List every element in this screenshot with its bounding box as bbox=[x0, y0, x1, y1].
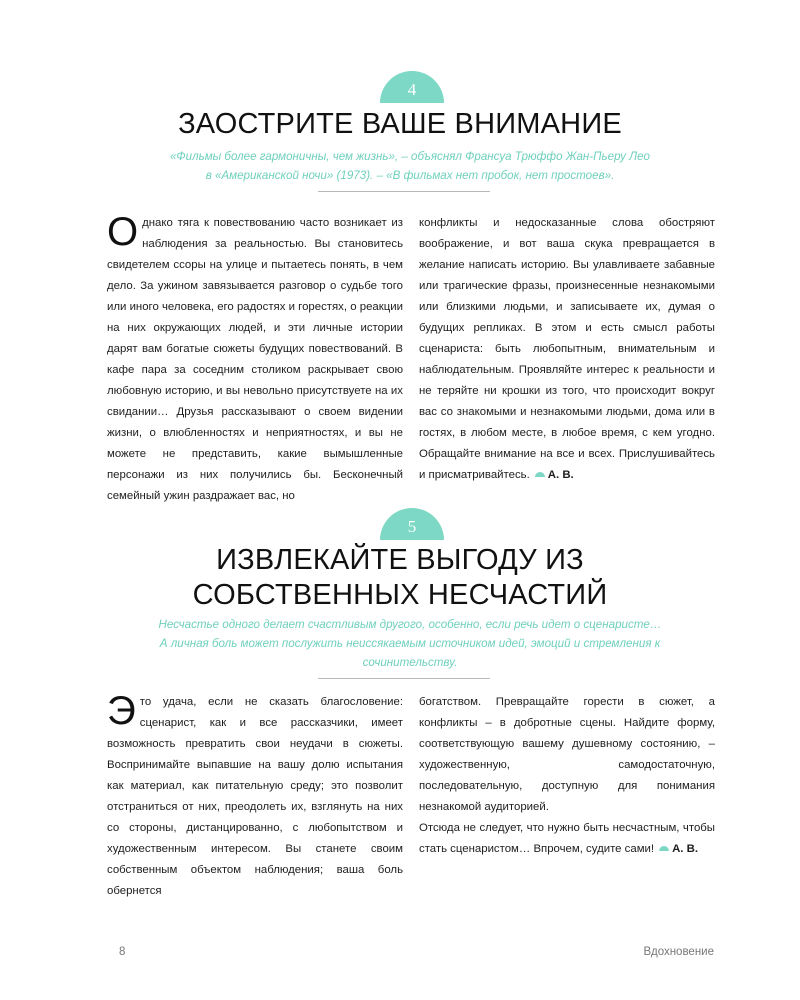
section-title bbox=[0, 543, 800, 613]
section-divider bbox=[318, 191, 490, 192]
section-number-badge: 4 bbox=[380, 71, 444, 103]
section-title-line: СОБСТВЕННЫХ НЕСЧАСТИЙ bbox=[192, 579, 608, 611]
left-column bbox=[107, 689, 403, 902]
section-divider bbox=[318, 678, 490, 679]
paragraph-text: то удача, если не сказать благословение: сценарист, как и все рассказчики, имеет возможность превратить свои неудачи в сюжеты. Воспринимайте выпавшие на вашу долю испытания как материал, как питательную среду; это позволит отстраниться от них, преодолеть их, взглянуть на них со стороны, дистанцированно, с любопытством и художественным интересом. Вы станете своим собственным объектом наблюдения; ваша боль обернется bbox=[107, 696, 403, 897]
section-epigraph bbox=[100, 615, 720, 672]
page-number: 8 bbox=[119, 946, 126, 958]
paragraph-text: днако тяга к повествованию часто возникает из наблюдения за реальностью. Вы становитесь свидетелем ссоры на улице и пытаетесь понять, в чем дело. За ужином завязывается разговор о судьбе того или иного человека, его радостях и горестях, о реакции на них окружающих людей, и эти личные истории дарят вам богатые сюжеты будущих повествований. В кафе пара за соседним столиком раскрывает свою любовную историю, и вы невольно присутствуете на их свидании… Друзья рассказывают о своем видении жизни, о влюбленностях и неприятностях, и вы не можете не представить, какие вымышленные персонажи из них получились бы. Бесконечный семейный ужин раздражает вас, но bbox=[107, 217, 403, 502]
signature-mark-icon bbox=[659, 846, 669, 851]
drop-cap: О bbox=[107, 210, 139, 254]
epigraph-line: «Фильмы более гармоничны, чем жизнь», – объяснял Франсуа Трюффо Жан-Пьеру Лео bbox=[169, 150, 651, 163]
running-footer-section: Вдохновение bbox=[643, 946, 714, 958]
section-epigraph bbox=[100, 147, 720, 185]
right-column bbox=[419, 213, 715, 486]
author-signature: А. В. bbox=[547, 469, 574, 481]
epigraph-line: в «Американской ночи» (1973). – «В фильмах нет пробок, нет простоев». bbox=[205, 169, 615, 182]
epigraph-line: А личная боль может послужить неиссякаемым источником идей, эмоций и стремления к bbox=[159, 637, 661, 650]
paragraph: богатством. Превращайте горести в сюжет, а конфликты – в добротные сцены. Найдите форму, соответствующую вашему душевному состоянию, – художественную, самодостаточную, последовательную, доступную для понимания незнакомой аудиторией. bbox=[419, 696, 715, 813]
right-column bbox=[419, 692, 715, 860]
paragraph-text: конфликты и недосказанные слова обостряют воображение, и вот ваша скука превращается в желание написать историю. Вы улавливаете забавные или трагические фразы, произнесенные незнакомыми или близкими людьми, и записываете их, думая о будущих репликах. В этом и есть смысл работы сценариста: быть любопытным, внимательным и наблюдательным. Проявляйте интерес к реальности и не теряйте ни крошки из того, что происходит вокруг вас со знакомыми и незнакомыми людьми, дома или в гостях, в любом месте, в любое время, с кем угодно. Обращайте внимание на все и всех. Прислушивайтесь и присматривайтесь. bbox=[419, 217, 715, 481]
section-title bbox=[0, 108, 800, 141]
left-column bbox=[107, 210, 403, 507]
paragraph bbox=[107, 210, 403, 507]
drop-cap: Э bbox=[107, 689, 136, 733]
paragraph bbox=[419, 818, 715, 860]
epigraph-line: сочинительству. bbox=[362, 656, 458, 669]
epigraph-line: Несчастье одного делает счастливым другого, особенно, если речь идет о сценаристе… bbox=[158, 618, 662, 631]
section-title-line: ЗАОСТРИТЕ ВАШЕ ВНИМАНИЕ bbox=[178, 108, 622, 140]
author-signature: А. В. bbox=[672, 843, 699, 855]
section-number-badge: 5 bbox=[380, 508, 444, 540]
section-title-line: ИЗВЛЕКАЙТЕ ВЫГОДУ ИЗ bbox=[216, 544, 584, 576]
signature-mark-icon bbox=[535, 472, 545, 477]
paragraph bbox=[419, 213, 715, 486]
paragraph bbox=[107, 689, 403, 902]
paragraph-text: Отсюда не следует, что нужно быть несчастным, чтобы стать сценаристом… Впрочем, судите сами! bbox=[419, 822, 715, 855]
